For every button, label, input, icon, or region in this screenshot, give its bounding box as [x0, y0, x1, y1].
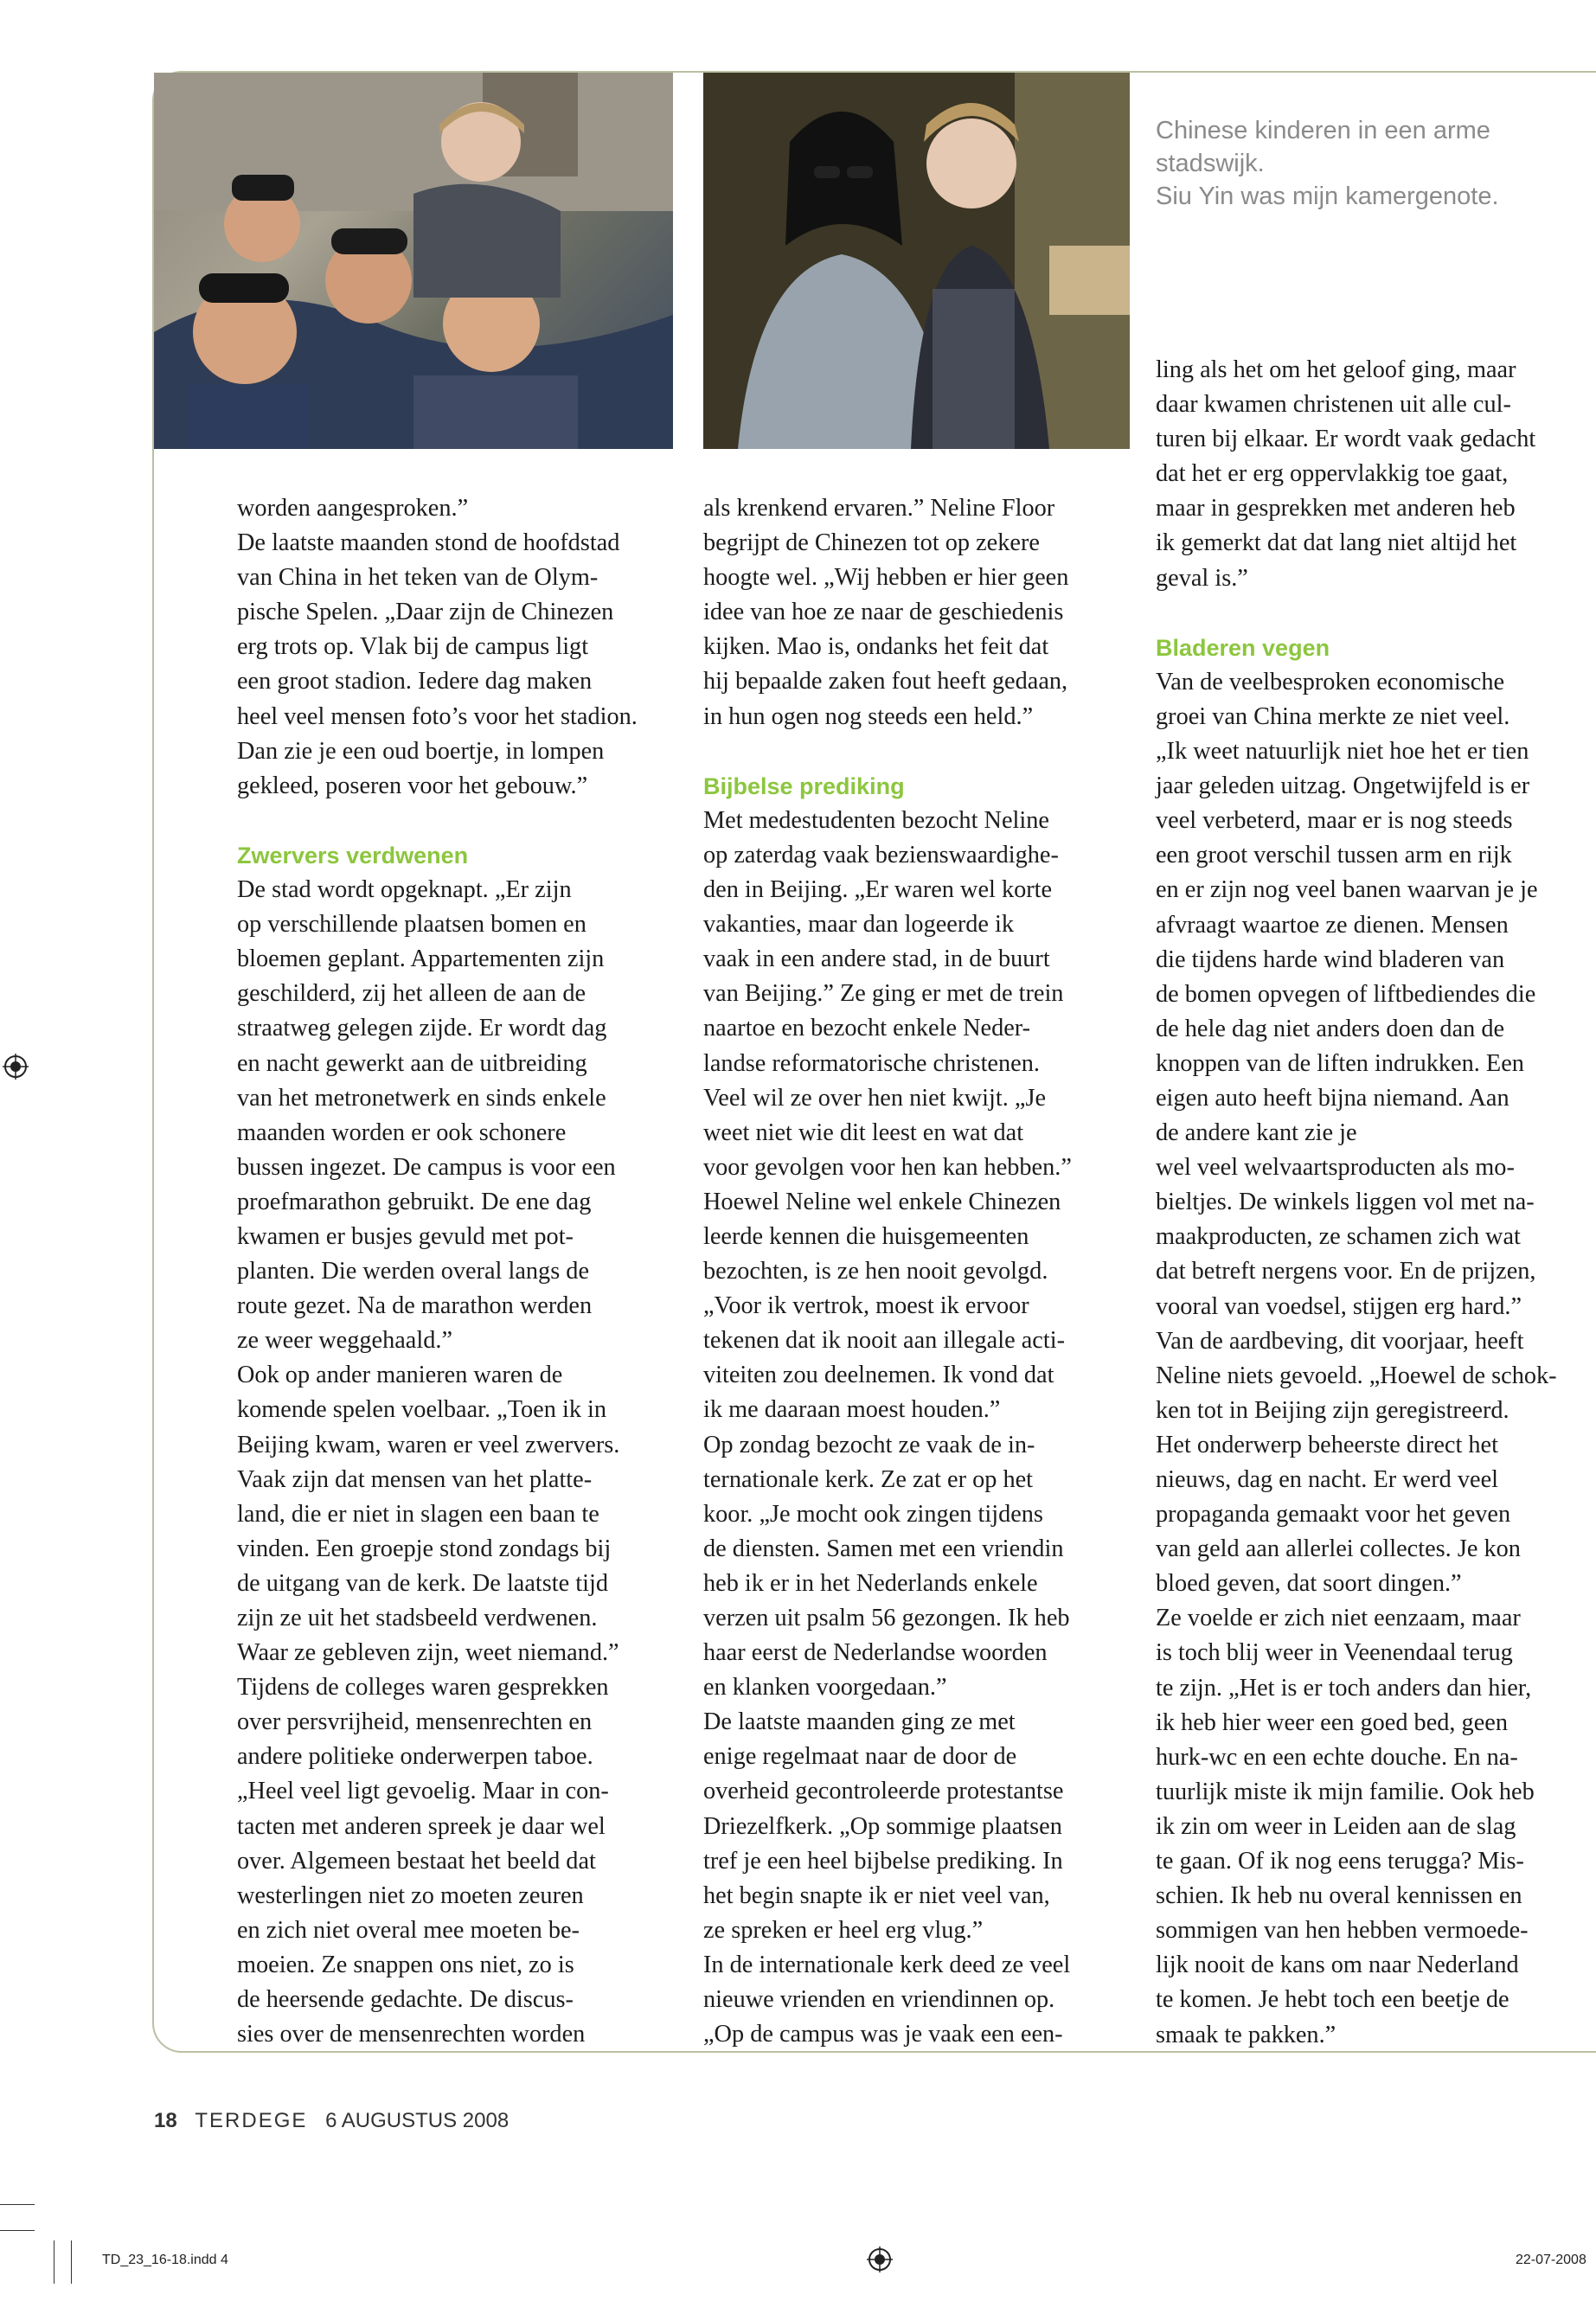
- text-line: ik me daaraan moest houden.”: [703, 1396, 1001, 1424]
- text-line: bloed geven, dat soort dingen.”: [1156, 1570, 1462, 1598]
- text-line: „Op de campus was je vaak een een-: [703, 2021, 1063, 2048]
- text-line: Neline niets gevoeld. „Hoewel de schok-: [1156, 1362, 1557, 1389]
- page-number: 18: [154, 2109, 177, 2132]
- text-line: jaar geleden uitzag. Ongetwijfeld is er: [1156, 772, 1530, 800]
- text-line: maanden worden er ook schonere: [237, 1118, 567, 1146]
- article-column-3: [1156, 353, 1557, 2053]
- text-line: weet niet wie dit leest en wat dat: [703, 1118, 1024, 1146]
- text-line: de hele dag niet anders doen dan de: [1156, 1015, 1505, 1042]
- text-line: maakproducten, ze schamen zich wat: [1156, 1223, 1521, 1251]
- text-line: ik heb hier weer een goed bed, geen: [1156, 1708, 1508, 1736]
- text-line: Met medestudenten bezocht Neline: [703, 806, 1049, 834]
- text-line: op zaterdag vaak bezienswaardighe-: [703, 841, 1059, 868]
- text-line: lijk nooit de kans om naar Nederland: [1156, 1952, 1519, 1979]
- text-line: knoppen van de liften indrukken. Een: [1156, 1049, 1524, 1077]
- text-line: groei van China merkte ze niet veel.: [1156, 702, 1510, 730]
- text-line: kwamen er busjes gevuld met pot-: [237, 1222, 574, 1250]
- text-line: sies over de mensenrechten worden: [237, 2021, 586, 2048]
- text-line: „Heel veel ligt gevoelig. Maar in con-: [237, 1778, 609, 1805]
- photo-children-illustration: [154, 73, 673, 449]
- text-line: te komen. Je hebt toch een beetje de: [1156, 1986, 1509, 2014]
- photo-caption: [1156, 114, 1571, 213]
- text-line: proefmarathon gebruikt. De ene dag: [237, 1188, 592, 1215]
- text-line: verzen uit psalm 56 gezongen. Ik heb: [703, 1605, 1070, 1631]
- text-line: maar in gesprekken met anderen heb: [1156, 495, 1516, 522]
- text-line: de uitgang van de kerk. De laatste tijd: [237, 1569, 609, 1597]
- text-line: land, die er niet in slagen een baan te: [237, 1500, 599, 1528]
- text-line: ling als het om het geloof ging, maar: [1156, 356, 1516, 383]
- text-line: een groot stadion. Iedere dag maken: [237, 668, 593, 695]
- text-line: moeien. Ze snappen ons niet, zo is: [237, 1951, 574, 1978]
- text-line: Ze voelde er zich niet eenzaam, maar: [1156, 1605, 1521, 1632]
- text-line: Hoewel Neline wel enkele Chinezen: [703, 1188, 1061, 1215]
- text-line: en er zijn nog veel banen waarvan je je: [1156, 876, 1538, 904]
- text-line: een groot verschil tussen arm en rijk: [1156, 842, 1512, 869]
- text-line: te gaan. Of ik nog eens terugga? Mis-: [1156, 1848, 1524, 1875]
- text-line: In de internationale kerk deed ze veel: [703, 1951, 1071, 1978]
- text-line: ik gemerkt dat dat lang niet altijd het: [1156, 529, 1517, 557]
- text-line: overheid gecontroleerde protestantse: [703, 1778, 1064, 1805]
- text-line: heb ik er in het Nederlands enkele: [703, 1569, 1038, 1597]
- text-line: hoogte wel. „Wij hebben er hier geen: [703, 564, 1069, 592]
- text-line: erg trots op. Vlak bij de campus ligt: [237, 633, 589, 661]
- text-line: over persvrijheid, mensenrechten en: [237, 1708, 593, 1736]
- registration-mark-icon: [3, 1054, 29, 1080]
- text-line: naartoe en bezocht enkele Neder-: [703, 1015, 1031, 1042]
- text-line: de bomen opvegen of liftbediendes die: [1156, 980, 1536, 1008]
- photo-chinese-children: [154, 73, 673, 449]
- text-line: daar kwamen christenen uit alle cul-: [1156, 391, 1511, 419]
- print-slug-date: 22-07-2008: [1516, 2253, 1586, 2267]
- text-line: pische Spelen. „Daar zijn de Chinezen: [237, 599, 614, 626]
- text-line: ternationale kerk. Ze zat er op het: [703, 1465, 1034, 1493]
- print-slug-file: TD_23_16-18.indd 4: [102, 2253, 228, 2267]
- text-line: Dan zie je een oud boertje, in lompen: [237, 737, 605, 765]
- photo-roommate-illustration: [703, 73, 1130, 449]
- text-line: eigen auto heeft bijna niemand. Aan: [1156, 1084, 1509, 1112]
- text-line: geval is.”: [1156, 564, 1248, 592]
- crop-mark: [0, 2204, 35, 2205]
- text-line: nieuws, dag en nacht. Er werd veel: [1156, 1466, 1499, 1493]
- text-line: ze spreken er heel erg vlug.”: [703, 1916, 984, 1944]
- photo-roommate-siu-yin: [703, 73, 1130, 449]
- text-line: het begin snapte ik er niet veel van,: [703, 1881, 1050, 1909]
- registration-mark-icon: [867, 2247, 893, 2272]
- text-line: en klanken voorgedaan.”: [703, 1674, 947, 1702]
- text-line: komende spelen voelbaar. „Toen ik in: [237, 1396, 607, 1424]
- text-line: begrijpt de Chinezen tot op zekere: [703, 529, 1040, 557]
- section-heading: Bijbelse prediking: [703, 772, 905, 799]
- text-line: is toch blij weer in Veenendaal terug: [1156, 1639, 1513, 1667]
- article-column-2: [703, 491, 1072, 2052]
- text-line: De laatste maanden stond de hoofdstad: [237, 529, 620, 557]
- text-line: wel veel welvaartsproducten als mo-: [1156, 1154, 1515, 1182]
- text-line: bezochten, is ze hen nooit gevolgd.: [703, 1258, 1048, 1285]
- text-line: Het onderwerp beheerste direct het: [1156, 1431, 1498, 1458]
- text-line: afvraagt waartoe ze dienen. Mensen: [1156, 911, 1509, 939]
- page-footer: [154, 2109, 509, 2133]
- text-line: voor gevolgen voor hen kan hebben.”: [703, 1153, 1072, 1181]
- text-line: propaganda gemaakt voor het geven: [1156, 1501, 1511, 1529]
- caption-line: stadswijk.: [1156, 150, 1265, 177]
- crop-mark: [71, 2240, 72, 2284]
- text-line: ken tot in Beijing zijn geregistreerd.: [1156, 1396, 1509, 1424]
- text-line: Tijdens de colleges waren gesprekken: [237, 1674, 609, 1702]
- text-line: dat het er erg oppervlakkig toe gaat,: [1156, 460, 1509, 488]
- text-line: schien. Ik heb nu overal kennissen en: [1156, 1882, 1522, 1910]
- text-line: zijn ze uit het stadsbeeld verdwenen.: [237, 1605, 598, 1631]
- caption-line: Siu Yin was mijn kamergenote.: [1156, 183, 1499, 210]
- text-line: leerde kennen die huisgemeenten: [703, 1222, 1029, 1250]
- text-line: De stad wordt opgeknapt. „Er zijn: [237, 876, 572, 904]
- text-line: „Voor ik vertrok, moest ik ervoor: [703, 1292, 1029, 1320]
- issue-date: 6 AUGUSTUS 2008: [325, 2109, 510, 2132]
- text-line: hurk-wc en een echte douche. En na-: [1156, 1743, 1518, 1771]
- text-line: ik zin om weer in Leiden aan de slag: [1156, 1812, 1516, 1840]
- text-line: smaak te pakken.”: [1156, 2021, 1336, 2048]
- text-line: vinden. Een groepje stond zondags bij: [237, 1535, 612, 1562]
- text-line: de diensten. Samen met een vriendin: [703, 1535, 1064, 1562]
- text-line: de andere kant zie je: [1156, 1119, 1357, 1147]
- section-heading: Bladeren vegen: [1156, 634, 1330, 661]
- text-line: vakanties, maar dan logeerde ik: [703, 911, 1015, 939]
- section-heading: Zwervers verdwenen: [237, 842, 469, 868]
- crop-mark: [0, 2230, 35, 2231]
- text-line: tref je een heel bijbelse prediking. In: [703, 1847, 1063, 1875]
- text-line: planten. Die werden overal langs de: [237, 1258, 590, 1285]
- text-line: hij bepaalde zaken fout heeft gedaan,: [703, 668, 1068, 695]
- text-line: Van de aardbeving, dit voorjaar, heeft: [1156, 1327, 1524, 1355]
- text-line: Driezelfkerk. „Op sommige plaatsen: [703, 1812, 1062, 1840]
- text-line: idee van hoe ze naar de geschiedenis: [703, 599, 1064, 626]
- text-line: Vaak zijn dat mensen van het platte-: [237, 1465, 593, 1493]
- text-line: haar eerst de Nederlandse woorden: [703, 1639, 1048, 1667]
- text-line: die tijdens harde wind bladeren van: [1156, 945, 1505, 973]
- text-line: en nacht gewerkt aan de uitbreiding: [237, 1049, 587, 1077]
- text-line: enige regelmaat naar de door de: [703, 1743, 1017, 1771]
- text-line: de heersende gedachte. De discus-: [237, 1986, 574, 2014]
- text-line: koor. „Je mocht ook zingen tijdens: [703, 1500, 1043, 1528]
- text-line: sommigen van hen hebben vermoede-: [1156, 1917, 1529, 1945]
- text-line: ze weer weggehaald.”: [237, 1327, 453, 1355]
- caption-line: Chinese kinderen in een arme: [1156, 117, 1490, 144]
- text-line: in hun ogen nog steeds een held.”: [703, 702, 1034, 730]
- text-line: vaak in een andere stad, in de buurt: [703, 945, 1050, 973]
- text-line: tacten met anderen spreek je daar wel: [237, 1812, 606, 1840]
- text-line: Ook op ander manieren waren de: [237, 1362, 563, 1389]
- text-line: Waar ze gebleven zijn, weet niemand.”: [237, 1639, 619, 1667]
- article-column-1: [237, 491, 638, 2052]
- text-line: geschilderd, zij het alleen de aan de: [237, 980, 586, 1008]
- text-line: kijken. Mao is, ondanks het feit dat: [703, 633, 1049, 661]
- text-line: Veel wil ze over hen niet kwijt. „Je: [703, 1084, 1047, 1112]
- text-line: worden aangesproken.”: [237, 495, 469, 522]
- text-line: Beijing kwam, waren er veel zwervers.: [237, 1431, 620, 1458]
- text-line: vooral van voedsel, stijgen erg hard.”: [1156, 1292, 1522, 1320]
- text-line: westerlingen niet zo moeten zeuren: [237, 1881, 584, 1909]
- text-line: bussen ingezet. De campus is voor een: [237, 1153, 616, 1181]
- text-line: gekleed, poseren voor het gebouw.”: [237, 772, 588, 799]
- text-line: dat betreft nergens voor. En de prijzen,: [1156, 1258, 1536, 1285]
- text-line: en zich niet overal mee moeten be-: [237, 1916, 580, 1944]
- paragraph-gap: [703, 734, 1072, 769]
- text-line: van Beijing.” Ze ging er met de trein: [703, 980, 1064, 1008]
- paragraph-gap: [1156, 596, 1557, 631]
- text-line: bloemen geplant. Appartementen zijn: [237, 945, 605, 973]
- text-line: van geld aan allerlei collectes. Je kon: [1156, 1535, 1521, 1563]
- text-line: nieuwe vrienden en vriendinnen op.: [703, 1986, 1055, 2014]
- text-line: op verschillende plaatsen bomen en: [237, 911, 586, 939]
- text-line: te zijn. „Het is er toch anders dan hier,: [1156, 1674, 1532, 1702]
- text-line: straatweg gelegen zijde. Er wordt dag: [237, 1015, 607, 1042]
- text-line: De laatste maanden ging ze met: [703, 1708, 1016, 1736]
- text-line: viteiten zou deelnemen. Ik vond dat: [703, 1362, 1054, 1389]
- text-line: heel veel mensen foto’s voor het stadion.: [237, 702, 638, 730]
- text-line: route gezet. Na de marathon werden: [237, 1292, 593, 1320]
- text-line: den in Beijing. „Er waren wel korte: [703, 876, 1053, 904]
- text-line: tuurlijk miste ik mijn familie. Ook heb: [1156, 1778, 1535, 1805]
- paragraph-gap: [237, 804, 638, 838]
- text-line: van het metronetwerk en sinds enkele: [237, 1084, 606, 1112]
- text-line: Van de veelbesproken economische: [1156, 668, 1505, 695]
- text-line: als krenkend ervaren.” Neline Floor: [703, 495, 1055, 522]
- text-line: van China in het teken van de Olym-: [237, 564, 599, 592]
- text-line: turen bij elkaar. Er wordt vaak gedacht: [1156, 426, 1536, 453]
- text-line: „Ik weet natuurlijk niet hoe het er tien: [1156, 738, 1529, 766]
- text-line: landse reformatorische christenen.: [703, 1049, 1040, 1077]
- text-line: bieltjes. De winkels liggen vol met na-: [1156, 1189, 1535, 1216]
- text-line: Op zondag bezocht ze vaak de in-: [703, 1431, 1035, 1458]
- text-line: veel verbeterd, maar er is nog steeds: [1156, 807, 1513, 835]
- text-line: andere politieke onderwerpen taboe.: [237, 1743, 593, 1771]
- text-line: tekenen dat ik nooit aan illegale acti-: [703, 1327, 1065, 1355]
- magazine-name: TERDEGE: [195, 2109, 308, 2132]
- text-line: over. Algemeen bestaat het beeld dat: [237, 1847, 596, 1875]
